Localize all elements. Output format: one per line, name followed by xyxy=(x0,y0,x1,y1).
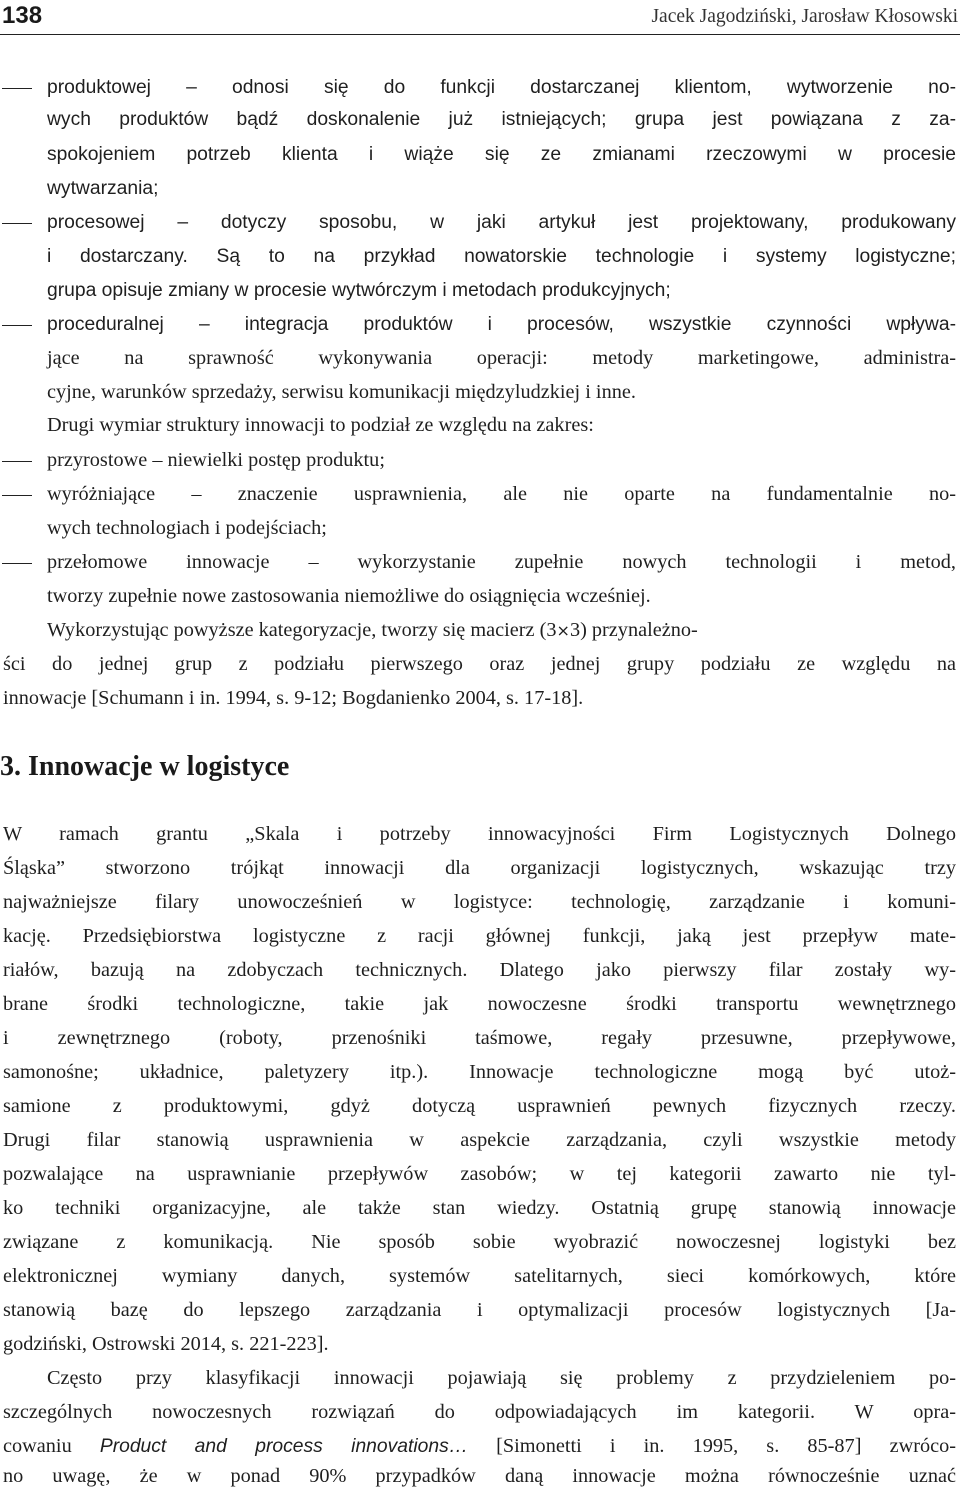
list-bullet-dash xyxy=(0,309,36,340)
list-item-line: przełomowe innowacje – wykorzystanie zupełnie nowych technologii i metod, xyxy=(47,551,956,573)
paragraph-line: ko techniki organizacyjne, ale także stan wiedzy. Ostatnią grupę stanowią innowacje xyxy=(3,1197,956,1219)
paragraph-line: godziński, Ostrowski 2014, s. 221-223]. xyxy=(3,1333,329,1355)
list-item-line: tworzy zupełnie nowe zastosowania niemożliwe do osiągnięcia wcześniej. xyxy=(47,585,651,607)
paragraph-line: samione z produktowymi, gdyż dotyczą usprawnień pewnych fizycznych rzeczy. xyxy=(3,1095,956,1117)
list-bullet-dash xyxy=(0,207,36,238)
section-title: Innowacje w logistyce xyxy=(28,751,290,782)
text-span: 3) przynależno- xyxy=(569,619,698,641)
list-item-line: proceduralnej – integracja produktów i procesów, wszystkie czynności wpływa- xyxy=(47,314,956,335)
list-item-line: procesowej – dotyczy sposobu, w jaki artykuł jest projektowany, produkowany xyxy=(47,212,956,233)
text-span: Wykorzystując powyższe kategoryzacje, tworzy się macierz (3 xyxy=(47,619,557,641)
running-header xyxy=(0,0,960,35)
paragraph-line: brane środki technologiczne, takie jak nowoczesne środki transportu wewnętrznego xyxy=(3,993,956,1015)
paragraph-line: stanowią bazę do lepszego zarządzania i optymalizacji procesów logistycznych [Ja- xyxy=(3,1299,956,1321)
list-bullet-dash xyxy=(0,547,36,578)
paragraph-line: Śląska” stworzono trójkąt innowacji dla organizacji logistycznych, wskazując trzy xyxy=(3,857,956,879)
page-number: 138 xyxy=(2,2,43,29)
list-item-line: wytwarzania; xyxy=(47,178,159,199)
paragraph-line: elektronicznej wymiany danych, systemów satelitarnych, sieci komórkowych, które xyxy=(3,1265,956,1287)
list-item-line: grupa opisuje zmiany w procesie wytwórczym i metodach produkcyjnych; xyxy=(47,280,671,301)
paragraph-line: i zewnętrznego (roboty, przenośniki taśmowe, regały przesuwne, przepływowe, xyxy=(3,1027,956,1049)
list-item-line: spokojeniem potrzeb klienta i wiąże się ze zmianami rzeczowymi w procesie xyxy=(47,144,956,165)
list-bullet-dash xyxy=(0,72,36,103)
list-item-line: przyrostowe – niewielki postęp produktu; xyxy=(47,449,385,471)
paragraph-line: samonośne; układnice, paletyzery itp.). Innowacje technologiczne mogą być utoż- xyxy=(3,1061,956,1083)
multiplication-sign: × xyxy=(556,621,570,640)
paragraph-line: Drugi wymiar struktury innowacji to podział ze względu na zakres: xyxy=(47,414,594,436)
list-bullet-dash xyxy=(0,479,36,510)
paragraph-line: najważniejsze filary unowocześnień w logistyce: technologię, zarządzanie i komuni- xyxy=(3,891,956,913)
paragraph-line: ści do jednej grup z podziału pierwszego oraz jednej grupy podziału ze względu na xyxy=(3,653,956,675)
paragraph-line: pozwalające na usprawnianie przepływów zasobów; w tej kategorii zawarto nie tyl- xyxy=(3,1163,956,1185)
paragraph-line: kację. Przedsiębiorstwa logistyczne z racji głównej funkcji, jaką jest przepływ mate- xyxy=(3,925,956,947)
paragraph-line xyxy=(47,615,956,646)
text-span: cowaniu xyxy=(3,1435,100,1457)
list-item-line: jące na sprawność wykonywania operacji: metody marketingowe, administra- xyxy=(47,347,956,369)
text-span: [Simonetti i in. 1995, s. 85-87] zwróco- xyxy=(468,1435,957,1457)
list-item-line: cyjne, warunków sprzedaży, serwisu komunikacji międzyludzkiej i inne. xyxy=(47,381,636,403)
list-item-line: produktowej – odnosi się do funkcji dostarczanej klientom, wytworzenie no- xyxy=(47,77,956,98)
list-item-line: wych technologiach i podejściach; xyxy=(47,517,327,539)
paragraph-line: Często przy klasyfikacji innowacji pojawiają się problemy z przydzieleniem po- xyxy=(47,1367,956,1389)
paragraph-line: innowacje [Schumann i in. 1994, s. 9-12; Bogdanienko 2004, s. 17-18]. xyxy=(3,687,584,709)
section-number: 3. xyxy=(0,751,21,782)
paragraph-line: związane z komunikacją. Nie sposób sobie wyobrazić nowoczesnej logistyki bez xyxy=(3,1231,956,1253)
paragraph-line: no uwagę, że w ponad 90% przypadków daną innowacje można równocześnie uznać xyxy=(3,1465,956,1487)
cited-title-italic: Product and process innovations… xyxy=(99,1436,468,1457)
list-item-line: wych produktów bądź doskonalenie już istniejących; grupa jest powiązana z za- xyxy=(47,109,956,130)
list-item-line: wyróżniające – znaczenie usprawnienia, ale nie oparte na fundamentalnie no- xyxy=(47,483,956,505)
list-bullet-dash xyxy=(0,445,36,476)
paragraph-line: szczególnych nowoczesnych rozwiązań do odpowiadających im kategorii. W opra- xyxy=(3,1401,956,1423)
paragraph-line: Drugi filar stanowią usprawnienia w aspekcie zarządzania, czyli wszystkie metody xyxy=(3,1129,956,1151)
paragraph-line: riałów, bazują na zdobyczach technicznych. Dlatego jako pierwszy filar zostały wy- xyxy=(3,959,956,981)
section-heading xyxy=(0,748,289,786)
paragraph-line xyxy=(3,1431,956,1462)
paragraph-line: W ramach grantu „Skala i potrzeby innowacyjności Firm Logistycznych Dolnego xyxy=(3,823,956,845)
list-item-line: i dostarczany. Są to na przykład nowatorskie technologie i systemy logistyczne; xyxy=(47,246,956,267)
running-head-authors: Jacek Jagodziński, Jarosław Kłosowski xyxy=(651,6,958,27)
